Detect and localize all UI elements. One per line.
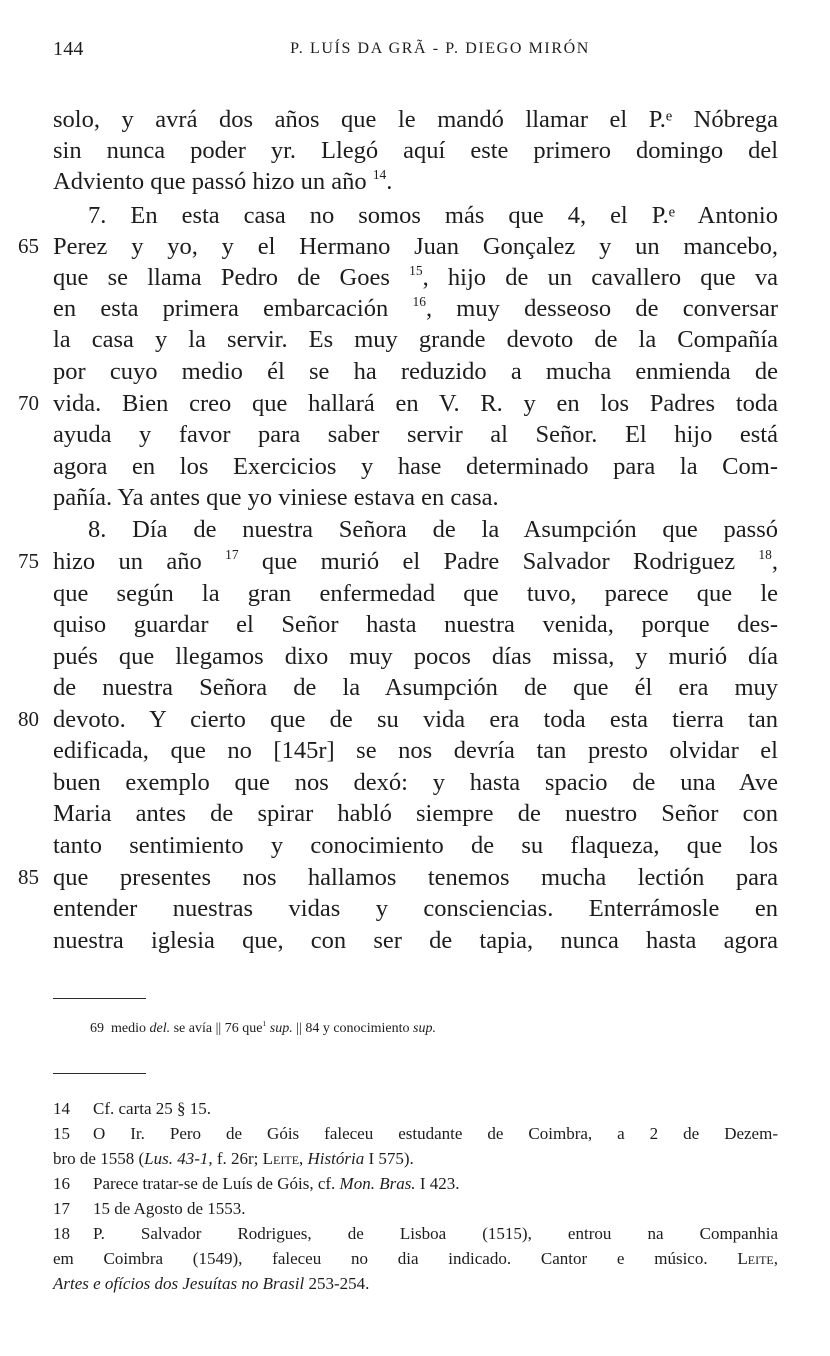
footnote-number: 14 (53, 1099, 70, 1118)
running-head: P. LUÍS DA GRÃ - P. DIEGO MIRÓN (290, 40, 590, 57)
text-line: que según la gran enfermedad que tuvo, parece que le (53, 580, 778, 607)
line-number: 70 (18, 391, 39, 415)
text-segment: que murió el Padre Salvador Rodriguez (238, 548, 736, 575)
apparatus-line-ref: 69 (90, 1021, 104, 1036)
apparatus-reading: || 84 (296, 1021, 320, 1036)
footnote-continuation (53, 1146, 778, 1171)
text-line (53, 262, 778, 293)
apparatus-note: del. (149, 1021, 171, 1036)
text-line: Perez y yo, y el Hermano Juan Gonçalez y un mancebo, (53, 233, 778, 260)
text-segment: Adviento que passó hizo un año (53, 168, 367, 195)
footnote-italic: Lus. 43-1, (144, 1149, 213, 1168)
footnote-text: P. Salvador Rodrigues, de Lisboa (1515), entrou na Companhia (93, 1224, 778, 1243)
footnote-italic: Mon. Bras. (339, 1174, 416, 1193)
text-segment: hizo un año (53, 548, 202, 575)
text-line (53, 166, 778, 197)
text-segment: , hijo de un cavallero que va (422, 264, 778, 291)
critical-apparatus (90, 1021, 436, 1037)
footnote-ref: 18 (758, 546, 772, 562)
text-line: solo, y avrá dos años que le mandó llamar el P.ᵉ Nóbrega (53, 106, 778, 133)
apparatus-lemma: medio (111, 1021, 146, 1036)
footnote-rule (53, 1073, 146, 1074)
text-line: ayuda y favor para saber servir al Señor. El hijo está (53, 421, 778, 448)
footnote-ref: 17 (225, 546, 239, 562)
footnote (53, 1096, 778, 1121)
text-line: nuestra iglesia que, con ser de tapia, nunca hasta agora (53, 927, 778, 954)
text-line: 7. En esta casa no somos más que 4, el P.ᵉ Antonio (88, 202, 778, 229)
text-line: que presentes nos hallamos tenemos mucha lectión para (53, 864, 778, 891)
footnote (53, 1221, 778, 1246)
footnote-number: 18 (53, 1224, 70, 1243)
line-number: 80 (18, 707, 39, 731)
apparatus-lemma: que (242, 1021, 263, 1036)
footnote-ref: 16 (412, 293, 426, 309)
footnote-text: f. 26r; (212, 1149, 263, 1168)
apparatus-note: sup. (269, 1021, 293, 1036)
footnote (53, 1171, 778, 1196)
line-number: 85 (18, 865, 39, 889)
footnote (53, 1121, 778, 1146)
footnote-text: O Ir. Pero de Góis faleceu estudante de Coimbra, a 2 de Dezem- (93, 1124, 778, 1143)
page-number: 144 (53, 38, 84, 60)
footnote-text: Cf. carta 25 § 15. (93, 1099, 212, 1118)
text-segment: . (386, 168, 393, 195)
footnote-text: 15 de Agosto de 1553. (93, 1199, 246, 1218)
text-line (53, 546, 778, 577)
footnote-author: Leite (737, 1249, 774, 1268)
footnote-number: 15 (53, 1124, 70, 1143)
footnote-number: 17 (53, 1199, 70, 1218)
footnote-text: , (299, 1149, 308, 1168)
footnote-text: em Coimbra (1549), faleceu no dia indicado. Cantor e músico. (53, 1249, 738, 1268)
text-line: tanto sentimiento y conocimiento de su flaqueza, que los (53, 832, 778, 859)
line-number: 75 (18, 549, 39, 573)
text-line (53, 293, 778, 324)
footnote-italic: Artes e ofícios dos Jesuítas no Brasil (53, 1274, 305, 1293)
footnote-ref: 15 (409, 262, 423, 278)
apparatus-note: sup. (413, 1021, 436, 1036)
text-line: agora en los Exercicios y hase determinado para la Com- (53, 453, 778, 480)
footnote-text: I 423. (415, 1174, 460, 1193)
text-segment: , muy desseoso de conversar (425, 295, 778, 322)
footnote (53, 1196, 778, 1221)
text-line: pañía. Ya antes que yo viniese estava en casa. (53, 484, 499, 511)
footnote-number: 16 (53, 1174, 70, 1193)
line-number: 65 (18, 234, 39, 258)
footnote-text: I 575). (364, 1149, 414, 1168)
text-segment: , (771, 548, 779, 575)
apparatus-sup: 1 (262, 1019, 267, 1029)
footnote-text: bro de 1558 ( (53, 1149, 145, 1168)
text-line: vida. Bien creo que hallará en V. R. y en los Padres toda (53, 390, 778, 417)
text-line: de nuestra Señora de la Asumpción de que él era muy (53, 674, 778, 701)
apparatus-reading: se avía || 76 (173, 1021, 239, 1036)
footnote-author: Leite (262, 1149, 300, 1168)
text-line: edificada, que no [145r] se nos devría tan presto olvidar el (53, 737, 778, 764)
footnote-text: 253-254. (304, 1274, 370, 1293)
apparatus-rule (53, 998, 146, 999)
footnote-ref: 14 (372, 166, 387, 182)
text-line: devoto. Y cierto que de su vida era toda esta tierra tan (53, 706, 778, 733)
text-segment: en esta primera embarcación (53, 295, 389, 322)
text-line: por cuyo medio él se ha reduzido a mucha enmienda de (53, 358, 778, 385)
text-line: quiso guardar el Señor hasta nuestra venida, porque des- (53, 611, 778, 638)
text-line: entender nuestras vidas y consciencias. Enterrámosle en (53, 895, 778, 922)
apparatus-lemma: y conocimiento (322, 1021, 410, 1036)
text-line: sin nunca poder yr. Llegó aquí este primero domingo del (53, 137, 778, 164)
text-line: Maria antes de spirar habló siempre de nuestro Señor con (53, 800, 778, 827)
text-line: buen exemplo que nos dexó: y hasta spacio de una Ave (53, 769, 778, 796)
text-line: pués que llegamos dixo muy pocos días missa, y murió día (53, 643, 778, 670)
footnote-text: Parece tratar-se de Luís de Góis, cf. (93, 1174, 340, 1193)
footnote-text: , (773, 1249, 778, 1268)
footnote-italic: História (307, 1149, 365, 1168)
footnote-continuation (53, 1246, 778, 1271)
text-segment: que se llama Pedro de Goes (53, 264, 390, 291)
text-line: la casa y la servir. Es muy grande devoto de la Compañía (53, 326, 778, 353)
text-line: 8. Día de nuestra Señora de la Asumpción que passó (88, 516, 778, 543)
footnote-continuation (53, 1271, 778, 1296)
